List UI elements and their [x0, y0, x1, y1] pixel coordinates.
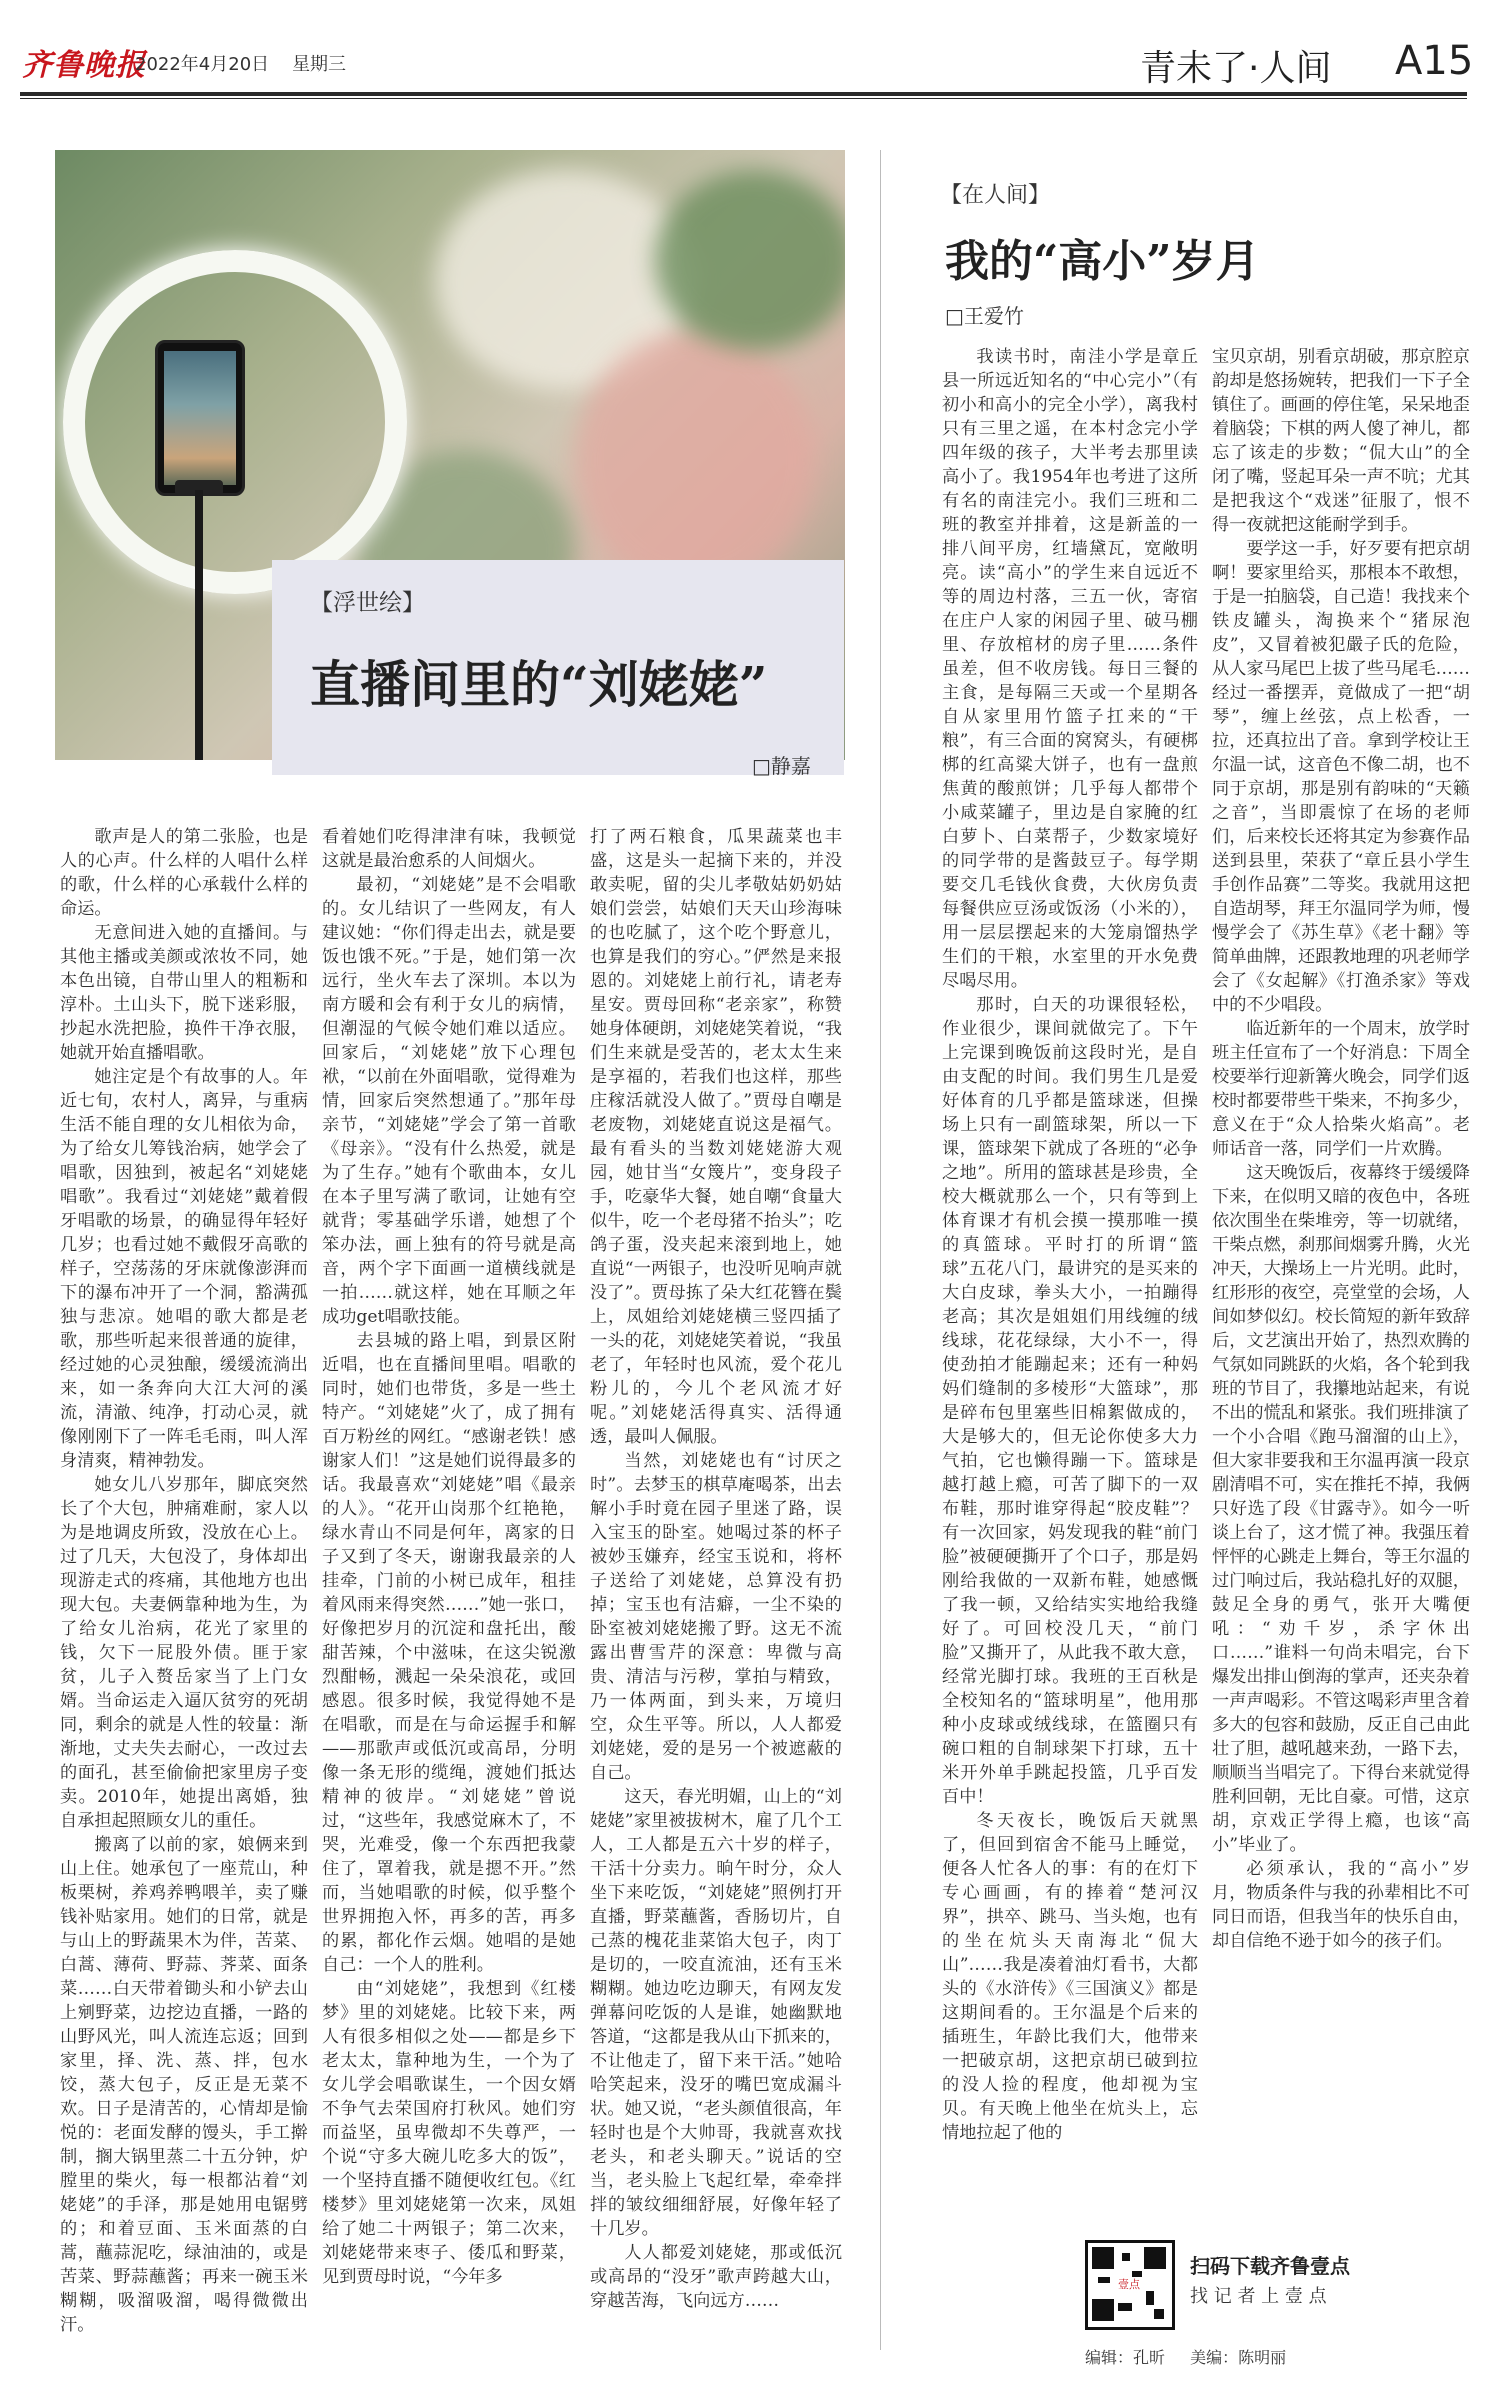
header-rule	[20, 92, 1467, 96]
left-article-author: □静嘉	[752, 754, 811, 778]
qr-center-label: 壹点	[1118, 2278, 1140, 2291]
paragraph: 这天，春光明媚，山上的“刘姥姥”家里被拔树木，雇了几个工人，工人都是五六十岁的样子，干活十分卖力。晌午时分，众人坐下来吃饭，“刘姥姥”照例打开直播，野菜蘸酱，香肠切片，自己蒸的槐花韭菜馅大包子，肉丁是切的，一咬直流油，还有玉米糊糊。她边吃边聊天，有网友发弹幕问吃饭的人是谁，她幽默地答道，“这都是我从山下抓来的，不让他走了，留下来干活。”她哈哈笑起来，没牙的嘴巴宽成漏斗状。她又说，“老头颜值很高，年轻时也是个大帅哥，我就喜欢找老头，和老头聊天。”说话的空当，老头脸上飞起红晕，牵牵拌拌的皱纹细细舒展，好像年轻了十几岁。	[590, 1787, 842, 2239]
right-article-column-2	[1212, 345, 1470, 2220]
right-article-tag: 【在人间】	[940, 183, 1051, 208]
page-header	[0, 0, 1487, 92]
paragraph: 冬天夜长，晚饭后天就黑了，但回到宿舍不能马上睡觉，便各人忙各人的事：有的在灯下专心画画，有的捧着“楚河汉界”，拱卒、跳马、当头炮，也有的坐在炕头天南海北“侃大山”……我是凑着油灯看书，大都头的《水浒传》《三国演义》都是这期间看的。王尔温是个后来的插班生，年龄比我们大，他带来一把破京胡，这把京胡已破到拉的没人捡的程度，他却视为宝贝。有天晚上他坐在炕头上，忘情地拉起了他的	[942, 1811, 1198, 2143]
paragraph: 打了两石粮食，瓜果蔬菜也丰盛，这是头一起摘下来的，并没敢卖呢，留的尖儿孝敬姑奶奶姑娘们尝尝，姑娘们天天山珍海味的也吃腻了，这个吃个野意儿，也算是我们的穷心。”俨然是来报恩的。刘姥姥上前行礼，请老寿星安。贾母回称“老亲家”，称赞她身体硬朗，刘姥姥笑着说，“我们生来就是受苦的，老太太生来是享福的，若我们也这样，那些庄稼活就没人做了。”贾母自嘲是老废物，刘姥姥直说这是福气。最有看头的当数刘姥姥游大观园，她甘当“女篾片”，变身段子手，吃豪华大餐，她自嘲“食量大似牛，吃一个老母猪不抬头”；吃鸽子蛋，没夹起来滚到地上，她直说“一两银子，也没听见响声就没了”。贾母拣了朵大红花簪在鬓上，凤姐给刘姥姥横三竖四插了一头的花，刘姥姥笑着说，“我虽老了，年轻时也风流，爱个花儿粉儿的，今儿个老风流才好呢。”刘姥姥活得真实、活得通透，最叫人佩服。	[590, 827, 842, 1447]
paragraph: 当然，刘姥姥也有“讨厌之时”。去梦玉的棋草庵喝茶，出去解小手时竟在园子里迷了路，误入宝玉的卧室。她喝过茶的杯子被妙玉嫌弃，经宝玉说和，将杯子送给了刘姥姥，总算没有扔掉；宝玉也有洁癖，一尘不染的卧室被刘姥姥搬了野。这无不流露出曹雪芹的深意：卑微与高贵、清洁与污秽，掌拍与精致，乃一体两面，到头来，万境归空，众生平等。所以，人人都爱刘姥姥，爱的是另一个被遮蔽的自己。	[590, 1451, 842, 1783]
paragraph: 我读书时，南洼小学是章丘县一所远近知名的“中心完小”（有初小和高小的完全小学），离我村只有三里之遥，在本村念完小学四年级的孩子，大半考去那里读高小了。我1954年也考进了这所有名的南洼完小。我们三班和二班的教室并排着，这是新盖的一排八间平房，红墙黛瓦，宽敞明亮。读“高小”的学生来自远近不等的周边村落，三五一伙，寄宿在庄户人家的闲园子里、破马棚里、存放棺材的房子里……条件虽差，但不收房钱。每日三餐的主食，是每隔三天或一个星期各自从家里用竹篮子扛来的“干粮”，有三合面的窝窝头，有硬梆梆的红高粱大饼子，也有一盘煎焦黄的酸煎饼；几乎每人都带个小咸菜罐子，里边是自家腌的红白萝卜、白菜帮子，少数家境好的同学带的是酱鼓豆子。每学期要交几毛钱伙食费，大伙房负责每餐供应豆汤或饭汤（小米的），用一层层摆起来的大笼扇馏热学生们的干粮，水室里的开水免费尽喝尽用。	[942, 347, 1198, 991]
qr-caption-sub: 找 记 者 上 壹 点	[1190, 2286, 1327, 2307]
header-rule-thin	[20, 98, 1467, 99]
paragraph: 歌声是人的第二张脸，也是人的心声。什么样的人唱什么样的歌，什么样的心承载什么样的命运。	[60, 827, 308, 919]
right-article-title: 我的“高小”岁月	[945, 236, 1260, 287]
page-number: A15	[1395, 38, 1474, 84]
editor-name: 编辑：孔昕	[1085, 2348, 1166, 2367]
smartphone-icon	[155, 340, 245, 496]
column-divider	[880, 150, 881, 2350]
issue-date	[135, 50, 346, 76]
paragraph: 搬离了以前的家，娘俩来到山上住。她承包了一座荒山，种板栗树，养鸡养鸭喂羊，卖了赚钱补贴家用。她们的日常，就是与山上的野蔬果木为伴，苦菜、白蒿、薄荷、野蒜、荠菜、面条菜……白天带着锄头和小铲去山上剜野菜，边挖边直播，一路的山野风光，叫人流连忘返；回到家里，择、洗、蒸、拌，包水饺，蒸大包子，反正是无菜不欢。日子是清苦的，心情却是愉悦的：老面发酵的馒头，手工擀制，搁大锅里蒸二十五分钟，炉膛里的柴火，每一根都沾着“刘姥姥”的手泽，那是她用电锯劈的；和着豆面、玉米面蒸的白蒿，蘸蒜泥吃，绿油油的，或是苦菜、野蒜蘸酱；再来一碗玉米糊糊，吸溜吸溜，喝得微微出汗。	[60, 1835, 308, 2335]
weekday-text: 星期三	[292, 54, 347, 75]
paragraph: 临近新年的一个周末，放学时班主任宣布了一个好消息：下周全校要举行迎新篝火晚会，同学们返校时都要带些干柴来，不拘多少，意义在于“众人拾柴火焰高”。老师话音一落，同学们一片欢腾。	[1212, 1019, 1470, 1159]
left-article-column-3	[590, 825, 842, 2360]
paragraph: 宝贝京胡，别看京胡破，那京腔京韵却是悠扬婉转，把我们一下子全镇住了。画画的停住笔，呆呆地歪着脑袋；下棋的两人傻了神儿，都忘了该走的步数；“侃大山”的全闭了嘴，竖起耳朵一声不吭；尤其是把我这个“戏迷”征服了，恨不得一夜就把这能耐学到手。	[1212, 347, 1470, 535]
paragraph: 由“刘姥姥”，我想到《红楼梦》里的刘姥姥。比较下来，两人有很多相似之处——都是乡下老太太，靠种地为生，一个为了女儿学会唱歌谋生，一个因女婿不争气去荣国府打秋风。她们穷而益坚，虽卑微却不失尊严，一个说“守多大碗儿吃多大的饭”，一个坚持直播不随便收红包。《红楼梦》里刘姥姥第一次来，凤姐给了她二十两银子；第二次来，刘姥姥带来枣子、倭瓜和野菜，见到贾母时说，“今年多	[322, 1979, 576, 2287]
paragraph: 这天晚饭后，夜幕终于缓缓降下来，在似明又暗的夜色中，各班依次围坐在柴堆旁，等一切就绪，干柴点燃，刹那间烟雾升腾，火光冲天，大操场上一片光明。此时，红形形的夜空，亮堂堂的会场，人间如梦似幻。校长简短的新年致辞后，文艺演出开始了，热烈欢腾的气氛如同跳跃的火焰，各个轮到我班的节目了，我攥地站起来，有说不出的慌乱和紧张。我们班排演了一个小合唱《跑马溜溜的山上》，但大家非要我和王尔温再演一段京剧清唱不可，实在推托不掉，我俩只好选了段《甘露寺》。如今一听谈上台了，这才慌了神。我强压着怦怦的心跳走上舞台，等王尔温的过门响过后，我站稳扎好的双腿，鼓足全身的勇气，张开大嘴便吼：“劝千岁，杀字休出口……”谁料一句尚未唱完，台下爆发出排山倒海的掌声，还夹杂着一声声喝彩。不管这喝彩声里含着多大的包容和鼓励，反正自己由此壮了胆，越吼越来劲，一路下去，顺顺当当唱完了。下得台来就觉得胜利回朝，无比自豪。可惜，这京胡，京戏正学得上瘾，也该“高小”毕业了。	[1212, 1163, 1470, 1855]
paragraph: 看着她们吃得津津有味，我顿觉这就是最治愈系的人间烟火。	[322, 827, 576, 871]
right-article-author: □王爱竹	[945, 304, 1024, 328]
designer-name: 美编：陈明丽	[1190, 2348, 1287, 2367]
qr-code-icon[interactable]	[1085, 2240, 1175, 2330]
left-article-column-1	[60, 825, 308, 2360]
left-article-column-2	[322, 825, 576, 2360]
paragraph: 要学这一手，好歹要有把京胡啊！要家里给买，那根本不敢想，于是一拍脑袋，自己造！我找来个铁皮罐头，淘换来个“猪尿泡皮”，又冒着被犯嚴子氏的危险，从人家马尾巴上拔了些马尾毛……经过一番摆弄，竟做成了一把“胡琴”，缠上丝弦，点上松香，一拉，还真拉出了音。拿到学校让王尔温一试，这音色不像二胡，也不同于京胡，那是别有韵味的“天籁之音”，当即震惊了在场的老师们，后来校长还将其定为参赛作品送到县里，荣获了“章丘县小学生手创作品赛”二等奖。我就用这把自造胡琴，拜王尔温同学为师，慢慢学会了《苏生草》《老十翻》等简单曲牌，还跟教地理的巩老师学会了《女起解》《打渔杀家》等戏中的不少唱段。	[1212, 539, 1470, 1015]
paragraph: 去县城的路上唱，到景区附近唱，也在直播间里唱。唱歌的同时，她们也带货，多是一些土特产。“刘姥姥”火了，成了拥有百万粉丝的网红。“感谢老铁！感谢家人们！”这是她们说得最多的话。我最喜欢“刘姥姥”唱《最亲的人》。“花开山岗那个红艳艳，绿水青山不同是何年，离家的日子又到了冬天，谢谢我最亲的人挂牵，门前的小树已成年，租挂着风雨来得突然……”她一张口，好像把岁月的沉淀和盘托出，酸甜苦辣，个中滋味，在这尖锐激烈酣畅，溅起一朵朵浪花，或回感恩。很多时候，我觉得她不是在唱歌，而是在与命运握手和解——那歌声或低沉或高昂，分明像一条无形的缆绳，渡她们抵达精神的彼岸。“刘姥姥”曾说过，“这些年，我感觉麻木了，不哭，光难受，像一个东西把我蒙住了，罩着我，就是摁不开。”然而，当她唱歌的时候，似乎整个世界拥抱入怀，再多的苦，再多的累，都化作云烟。她唱的是她自己：一个人的胜利。	[322, 1331, 576, 1975]
paragraph: 人人都爱刘姥姥，那或低沉或高昂的“没牙”歌声跨越大山，穿越苦海，飞向远方……	[590, 2243, 842, 2311]
paragraph: 无意间进入她的直播间。与其他主播或美颜或浓妆不同，她本色出镜，自带山里人的粗粝和淳朴。土山头下，脱下迷彩服，抄起水洗把脸，换件干净衣服，她就开始直播唱歌。	[60, 923, 308, 1063]
paragraph: 她注定是个有故事的人。年近七旬，农村人，离异，与重病生活不能自理的女儿相依为命，为了给女儿筹钱治病，她学会了唱歌，因独到，被起名“刘姥姥唱歌”。我看过“刘姥姥”戴着假牙唱歌的场景，的确显得年轻好几岁；也看过她不戴假牙高歌的样子，空荡荡的牙床就像澎湃而下的瀑布冲开了一个洞，豁满孤独与悲凉。她唱的歌大都是老歌，那些听起来很普通的旋律，经过她的心灵独酿，缓缓流淌出来，如一条奔向大江大河的溪流，清澈、纯净，打动心灵，就像刚刚下了一阵毛毛雨，叫人浑身清爽，精神勃发。	[60, 1067, 308, 1471]
left-article-tag: 【浮世绘】	[310, 590, 425, 616]
right-article-column-1	[942, 345, 1198, 2220]
qr-caption-main: 扫码下载齐鲁壹点	[1190, 2254, 1350, 2278]
left-article-title: 直播间里的“刘姥姥”	[310, 655, 768, 714]
tripod-stand-icon	[195, 490, 203, 760]
date-text: 2022年4月20日	[135, 54, 270, 75]
paragraph: 必须承认，我的“高小”岁月，物质条件与我的孙辈相比不可同日而语，但我当年的快乐自由，却自信绝不逊于如今的孩子们。	[1212, 1859, 1470, 1951]
editor-credits	[1085, 2345, 1306, 2368]
paragraph: 她女儿八岁那年，脚底突然长了个大包，肿痛难耐，家人以为是地调皮所致，没放在心上。过了几天，大包没了，身体却出现游走式的疼痛，其他地方也出现大包。夫妻俩靠种地为生，为了给女儿治病，花光了家里的钱，欠下一屁股外债。匪于家贫，儿子入赘岳家当了上门女婿。当命运走入逼仄贫穷的死胡同，剩余的就是人性的较量：渐渐地，丈夫失去耐心，一改过去的面孔，甚至偷偷把家里房子变卖。2010年，她提出离婚，独自承担起照顾女儿的重任。	[60, 1475, 308, 1831]
newspaper-logo: 齐鲁晚报	[22, 48, 146, 83]
paragraph: 那时，白天的功课很轻松，作业很少，课间就做完了。下午上完课到晚饭前这段时光，是自由支配的时间。我们男生几是爱好体育的几乎都是篮球迷，但操场上只有一副篮球架，所以一下课，篮球架下就成了各班的“必争之地”。所用的篮球甚是珍贵，全校大概就那么一个，只有等到上体育课才有机会摸一摸那唯一摸的真篮球。平时打的所谓“篮球”五花八门，最讲究的是买来的大白皮球，拳头大小，一拍蹦得老高；其次是姐姐们用线缠的绒线球，花花绿绿，大小不一，得使劲拍才能蹦起来；还有一种妈妈们缝制的多棱形“大篮球”，那是碎布包里塞些旧棉絮做成的，大是够大的，但无论你使多大力气拍，它也懒得蹦一下。篮球是越打越上瘾，可苦了脚下的一双布鞋，那时谁穿得起“胶皮鞋”？有一次回家，妈发现我的鞋“前门脸”被硬硬撕开了个口子，那是妈刚给我做的一双新布鞋，她感慨了我一顿，又给结实实地给我缝好了。可回校没几天，“前门脸”又撕开了，从此我不敢大意，经常光脚打球。我班的王百秋是全校知名的“篮球明星”，他用那种小皮球或绒线球，在篮圈只有碗口粗的自制球架下打球，五十米开外单手跳起投篮，几乎百发百中！	[942, 995, 1198, 1807]
section-title: 青未了·人间	[1140, 48, 1332, 89]
paragraph: 最初，“刘姥姥”是不会唱歌的。女儿结识了一些网友，有人建议她：“你们得走出去，就是要饭也饿不死。”于是，她们第一次远行，坐火车去了深圳。本以为南方暖和会有利于女儿的病情，但潮湿的气候令她们难以适应。回家后，“刘姥姥”放下心理包袱，“以前在外面唱歌，觉得难为情，回家后突然想通了。”那年母亲节，“刘姥姥”学会了第一首歌《母亲》。“没有什么热爱，就是为了生存。”她有个歌曲本，女儿在本子里写满了歌词，让她有空就背；零基础学乐谱，她想了个笨办法，画上独有的符号就是高音，两个字下面画一道横线就是一拍……就这样，她在耳顺之年成功get唱歌技能。	[322, 875, 576, 1327]
